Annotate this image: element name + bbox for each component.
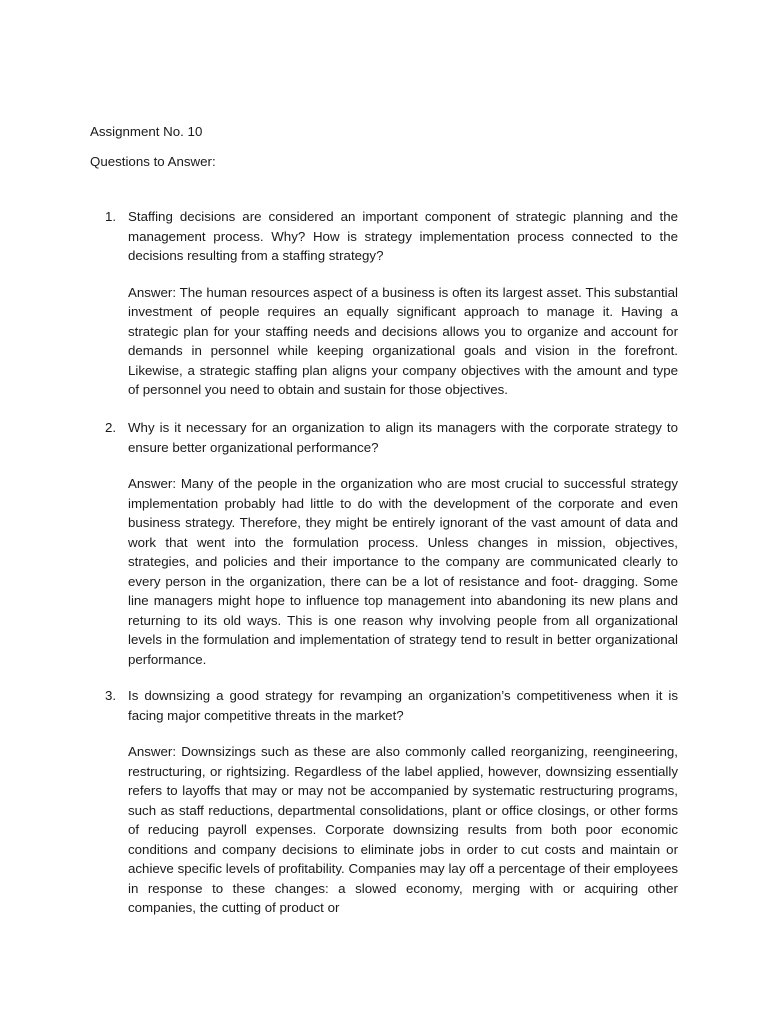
assignment-title: Assignment No. 10 [90,124,203,139]
question-item-2 [105,418,678,669]
question-text: Is downsizing a good strategy for revamping an organization’s competitiveness when it is facing major competitive threats in the market? [128,688,678,723]
question-number: 2. [105,420,117,435]
questions-heading: Questions to Answer: [90,154,216,169]
question-text: Why is it necessary for an organization to align its managers with the corporate strategy to ensure better organizational performance? [128,420,678,455]
answer-text: Answer: Downsizings such as these are also commonly called reorganizing, reengineering, restructuring, or rightsizing. Regardless of the label applied, however, downsizing essentially refers to layoffs that may or may not be accompanied by systematic restructuring programs, such as staff reductions, departmental consolidations, plant or office closings, or other forms of reducing payroll expenses. Corporate downsizing results from both poor economic conditions and company decisions to eliminate jobs in order to cut costs and maintain or achieve specific levels of profitability. Companies may lay off a percentage of their employees in response to these changes: a slowed economy, merging with or acquiring other companies, the cutting of product or [128,744,678,915]
question-text: Staffing decisions are considered an important component of strategic planning and the management process. Why? How is strategy implementation process connected to the decisions resulting from a staffing strategy? [128,209,678,263]
question-item-3 [105,686,678,918]
answer-text: Answer: The human resources aspect of a business is often its largest asset. This substantial investment of people requires an equally significant approach to manage it. Having a strategic plan for your staffing needs and decisions allows you to organize and account for demands in personnel while keeping organizational goals and vision in the forefront. Likewise, a strategic staffing plan aligns your company objectives with the amount and type of personnel you need to obtain and sustain for those objectives. [128,284,678,397]
question-item-1 [105,207,678,400]
answer-text: Answer: Many of the people in the organization who are most crucial to successful strategy implementation probably had little to do with the development of the corporate and even business strategy. Therefore, they might be entirely ignorant of the vast amount of data and work that went into the formulation process. Unless changes in mission, objectives, strategies, and policies and their importance to the company are communicated clearly to every person in the organization, there can be a lot of resistance and foot- dragging. Some line managers might hope to influence top management into abandoning its new plans and returning to its old ways. This is one reason why involving people from all organizational levels in the formulation and implementation of strategy tend to result in better organizational performance. [128,476,678,667]
question-number: 1. [105,209,117,224]
question-number: 3. [105,688,117,703]
